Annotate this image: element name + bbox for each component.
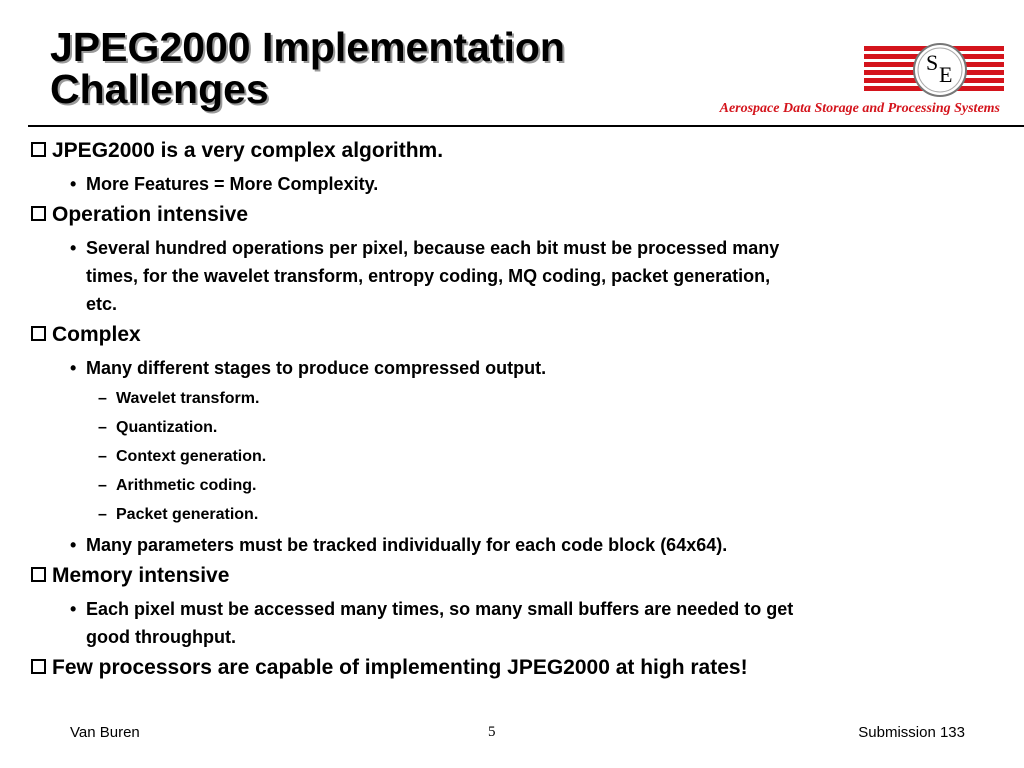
- sub-sub-bullet-text: Context generation.: [116, 448, 267, 465]
- sub-bullet-item: [28, 234, 1008, 318]
- logo-letter-s: S: [926, 50, 939, 75]
- sub-sub-bullet-text: Arithmetic coding.: [116, 477, 257, 494]
- bullet-item-2: [28, 202, 1008, 228]
- sub-bullet-line: etc.: [86, 294, 118, 314]
- square-bullet-icon: [31, 206, 46, 221]
- sub-sub-bullet-item: [28, 415, 1008, 441]
- sub-bullet-text: Many parameters must be tracked individually for each code block (64x64).: [86, 535, 728, 555]
- bullet-text: Memory intensive: [52, 564, 230, 587]
- logo-letter-e: E: [939, 62, 953, 87]
- slide-title: [50, 26, 565, 110]
- dash-bullet-icon: –: [98, 419, 107, 436]
- sub-bullet-line: times, for the wavelet transform, entropy coding, MQ coding, packet generation,: [86, 266, 771, 286]
- page-number: 5: [488, 724, 496, 740]
- sub-bullet-text: More Features = More Complexity.: [86, 174, 379, 194]
- sub-sub-bullet-text: Packet generation.: [116, 506, 259, 523]
- sub-sub-bullet-item: [28, 386, 1008, 412]
- dot-bullet-icon: •: [70, 599, 77, 619]
- square-bullet-icon: [31, 326, 46, 341]
- slide-body: [28, 138, 1008, 687]
- bullet-item-3: [28, 322, 1008, 348]
- dot-bullet-icon: •: [70, 358, 77, 378]
- sub-sub-bullet-text: Wavelet transform.: [116, 390, 260, 407]
- bullet-text: Few processors are capable of implementing JPEG2000 at high rates!: [52, 656, 748, 679]
- dot-bullet-icon: •: [70, 238, 77, 258]
- bullet-item-4: [28, 563, 1008, 589]
- sub-sub-bullet-text: Quantization.: [116, 419, 218, 436]
- sub-sub-bullet-item: [28, 473, 1008, 499]
- company-tagline: Aerospace Data Storage and Processing Systems: [719, 101, 1000, 116]
- dash-bullet-icon: –: [98, 506, 107, 523]
- square-bullet-icon: [31, 659, 46, 674]
- sub-bullet-item: [28, 354, 1008, 382]
- header-divider: [28, 125, 1024, 127]
- square-bullet-icon: [31, 142, 46, 157]
- sub-sub-bullet-item: [28, 444, 1008, 470]
- sub-bullet-item: [28, 595, 1008, 651]
- dash-bullet-icon: –: [98, 390, 107, 407]
- bullet-text: Complex: [52, 323, 141, 346]
- sub-bullet-item: [28, 170, 1008, 198]
- sub-bullet-line: Several hundred operations per pixel, because each bit must be processed many: [86, 238, 780, 258]
- sub-sub-bullet-item: [28, 502, 1008, 528]
- sub-bullet-line: Each pixel must be accessed many times, so many small buffers are needed to get: [86, 599, 794, 619]
- dot-bullet-icon: •: [70, 535, 77, 555]
- title-line-1: JPEG2000 Implementation: [50, 24, 565, 70]
- bullet-item-5: [28, 655, 1008, 681]
- slide-footer: [0, 724, 1024, 746]
- title-line-2: Challenges: [50, 66, 269, 112]
- dash-bullet-icon: –: [98, 477, 107, 494]
- square-bullet-icon: [31, 567, 46, 582]
- dot-bullet-icon: •: [70, 174, 77, 194]
- bullet-text: JPEG2000 is a very complex algorithm.: [52, 139, 444, 162]
- footer-submission: Submission 133: [858, 724, 965, 741]
- sub-bullet-line: good throughput.: [86, 627, 236, 647]
- sub-bullet-item: [28, 531, 1008, 559]
- sub-bullet-text: Many different stages to produce compressed output.: [86, 358, 547, 378]
- dash-bullet-icon: –: [98, 448, 107, 465]
- footer-author: Van Buren: [70, 724, 140, 741]
- bullet-text: Operation intensive: [52, 203, 249, 226]
- bullet-item-1: [28, 138, 1008, 164]
- company-logo: [864, 43, 1004, 99]
